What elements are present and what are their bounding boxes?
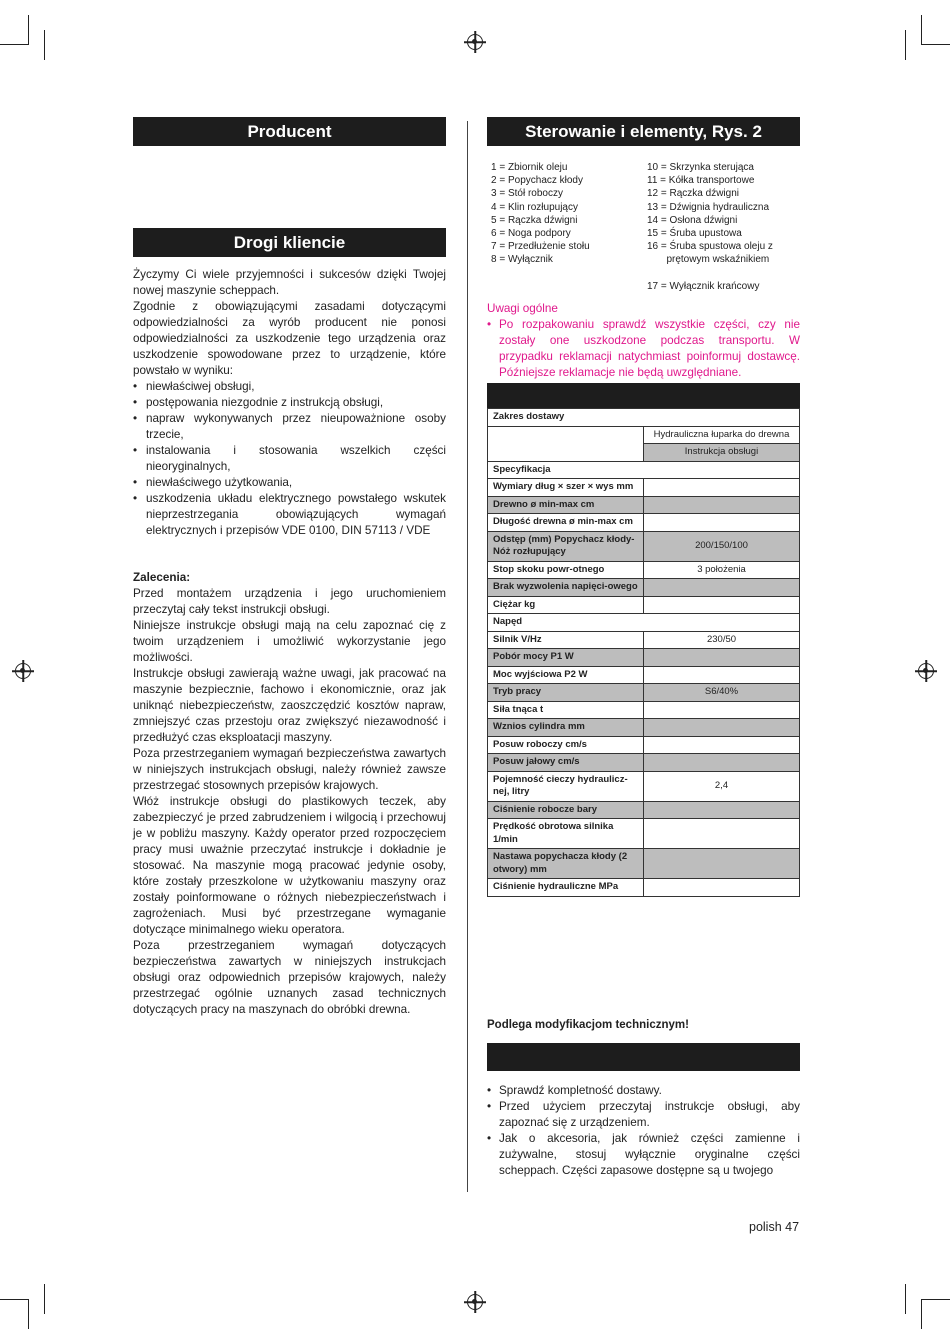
part-item: 7 = Przedłużenie stołu <box>491 241 590 253</box>
spec-key: Moc wyjściowa P2 W <box>488 666 644 684</box>
parts-list-right <box>647 161 802 293</box>
spec-table <box>487 408 800 897</box>
page-number: polish 47 <box>749 1220 800 1234</box>
spec-value <box>644 479 800 497</box>
zalecenia-paragraph: Niniejsze instrukcje obsługi mają na celu zapoznać cię z twoim urządzeniem i umożliwić wykorzystanie jego możliwości. <box>133 619 446 664</box>
spec-label: Specyfikacja <box>488 461 800 479</box>
spec-value <box>644 496 800 514</box>
part-item: 3 = Stół roboczy <box>491 188 563 200</box>
notes-title: Uwagi ogólne <box>487 302 558 315</box>
spec-value <box>644 879 800 897</box>
part-item: 10 = Skrzynka sterująca <box>647 162 754 173</box>
notes-item: • Po rozpakowaniu sprawdź wszystkie części, czy nie zostały one uszkodzone podczas transportu. W przypadku reklamacji natychmiast poinformuj dostawcę. Późniejsze reklamacje nie będą uwzględniane. <box>487 317 800 381</box>
delivery-checklist <box>487 1083 800 1179</box>
list-item: • napraw wykonywanych przez nieupoważnione osoby trzecie, <box>133 411 446 443</box>
crop-mark <box>44 30 45 60</box>
spec-key: Długość drewna ø min-max cm <box>488 514 644 532</box>
producent-heading: Producent <box>133 117 446 146</box>
part-item: 13 = Dźwignia hydrauliczna <box>647 201 770 213</box>
parts-list-left <box>491 161 641 267</box>
spec-key: Ciśnienie hydrauliczne MPa <box>488 879 644 897</box>
spec-value <box>644 666 800 684</box>
spec-value: 3 położenia <box>644 561 800 579</box>
crop-mark <box>921 15 922 45</box>
liability-paragraph: Zgodnie z obowiązującymi zasadami dotyczącymi odpowiedzialności za wyrób producent nie ponosi odpowiedzialności za uszkodzenie tego urządzenia oraz uszkodzenie spowodowane przez to urządzenie, które powstało w wyniku: <box>133 300 446 377</box>
spec-value <box>644 701 800 719</box>
spec-key: Siła tnąca t <box>488 701 644 719</box>
crop-mark <box>44 1284 45 1314</box>
scope-item: Hydrauliczna łuparka do drewna <box>644 426 800 444</box>
zalecenia-paragraph: Włóż instrukcje obsługi do plastikowych teczek, aby zabezpieczyć je przed zabrudzeniem i wilgocią i przechowuj je w pobliżu maszyny. Każdy operator przed rozpoczęciem pracy musi uważnie przeczytać instrukcje i dokładnie je stosować. Na maszynie mogą pracować jedynie osoby, które zostały przeszkolone w użytkowaniu maszyny oraz zostały poinformowane o różnych niebezpieczeństwach i zagrożeniach. Musi być przestrzegane wymaganie dotyczące minimalnego wieku operatora. <box>133 795 446 936</box>
part-item: 6 = Noga podpory <box>491 228 571 240</box>
registration-mark-icon <box>467 34 483 50</box>
registration-mark-icon <box>918 663 934 679</box>
intro-paragraph: Życzymy Ci wiele przyjemności i sukcesów dzięki Twojej nowej maszynie scheppach. <box>133 268 446 297</box>
spec-key: Prędkość obrotowa silnika 1/min <box>488 819 644 849</box>
spec-value <box>644 849 800 879</box>
spec-key: Wymiary dług × szer × wys mm <box>488 479 644 497</box>
zalecenia-paragraph: Instrukcje obsługi zawierają ważne uwagi, jak pracować na maszynie bezpiecznie, fachowo i ekonomicznie, oraz jak uniknąć niebezpieczeństw, zaoszczędzić kosztów napraw, zmniejszyć czas przestoju oraz zwiększyć niezawodność i przedłużyć czas eksploatacji maszyny. <box>133 667 446 744</box>
spec-key: Wznios cylindra mm <box>488 719 644 737</box>
part-item: prętowym wskaźnikiem <box>647 254 770 266</box>
spec-key: Brak wyzwolenia napięci-owego <box>488 579 644 597</box>
zalecenia-paragraph: Przed montażem urządzenia i jego uruchomieniem przeczytaj cały tekst instrukcji obsługi. <box>133 587 446 616</box>
part-item: 5 = Rączka dźwigni <box>491 214 578 226</box>
spec-value <box>644 736 800 754</box>
crop-mark <box>905 30 906 60</box>
list-item: • Sprawdź kompletność dostawy. <box>487 1083 800 1099</box>
spec-value <box>644 596 800 614</box>
spec-value: 200/150/100 <box>644 531 800 561</box>
zalecenia-paragraph: Poza przestrzeganiem wymagań bezpieczeństwa zawartych w niniejszych instrukcjach obsługi, należy również zawsze przestrzegać stosownych przepisów krajowych. <box>133 747 446 792</box>
spec-key: Posuw jałowy cm/s <box>488 754 644 772</box>
spec-table-header-bar <box>487 383 800 409</box>
spec-key: Posuw roboczy cm/s <box>488 736 644 754</box>
list-item: • postępowania niezgodnie z instrukcją obsługi, <box>133 395 446 411</box>
controls-heading: Sterowanie i elementy, Rys. 2 <box>487 117 800 146</box>
registration-mark-icon <box>467 1294 483 1310</box>
part-item: 11 = Kółka transportowe <box>647 175 755 187</box>
crop-mark <box>921 1299 922 1329</box>
list-item: • niewłaściwego użytkowania, <box>133 475 446 491</box>
intro-section <box>133 267 446 1018</box>
list-item: • Przed użyciem przeczytaj instrukcje obsługi, aby zapoznać się z urządzeniem. <box>487 1099 800 1131</box>
crop-mark <box>28 1299 29 1329</box>
crop-mark <box>0 1299 28 1300</box>
general-notes <box>487 301 800 381</box>
spec-value: 230/50 <box>644 631 800 649</box>
scope-blank-cell <box>488 426 644 461</box>
spec-value <box>644 819 800 849</box>
spec-value <box>644 754 800 772</box>
part-item <box>647 267 802 280</box>
spec-key: Ciśnienie robocze bary <box>488 801 644 819</box>
part-item: 17 = Wyłącznik krańcowy <box>647 280 760 292</box>
spec-key: Pojemność cieczy hydraulicz-nej, litry <box>488 771 644 801</box>
scope-label: Zakres dostawy <box>488 409 800 427</box>
spec-key: Pobór mocy P1 W <box>488 649 644 667</box>
spec-key: Stop skoku powr-otnego <box>488 561 644 579</box>
crop-mark <box>922 1299 950 1300</box>
spec-key: Ciężar kg <box>488 596 644 614</box>
part-item: 8 = Wyłącznik <box>491 254 553 266</box>
part-item: 16 = Śruba spustowa oleju z <box>647 241 773 253</box>
column-divider <box>467 121 468 1192</box>
spec-value <box>644 719 800 737</box>
liability-list <box>133 379 446 539</box>
spec-key: Nastawa popychacza kłody (2 otwory) mm <box>488 849 644 879</box>
spec-value <box>644 801 800 819</box>
modification-note: Podlega modyfikacjom technicznym! <box>487 1019 689 1031</box>
scope-item: Instrukcja obsługi <box>644 444 800 462</box>
spec-key: Odstęp (mm) Popychacz kłody-Nóż rozłupujący <box>488 531 644 561</box>
list-item: • instalowania i stosowania wszelkich części nieoryginalnych, <box>133 443 446 475</box>
spec-key: Tryb pracy <box>488 684 644 702</box>
spec-value <box>644 579 800 597</box>
registration-mark-icon <box>15 663 31 679</box>
drogi-kliencie-heading: Drogi kliencie <box>133 228 446 257</box>
spec-value: S6/40% <box>644 684 800 702</box>
drive-label: Napęd <box>488 614 800 632</box>
crop-mark <box>905 1284 906 1314</box>
spec-value: 2,4 <box>644 771 800 801</box>
spec-key: Drewno ø min-max cm <box>488 496 644 514</box>
list-item: • uszkodzenia układu elektrycznego powstałego wskutek nieprzestrzegania obowiązujących wymagań elektrycznych i przepisów VDE 0100, DIN 57113 / VDE <box>133 491 446 539</box>
part-item: 15 = Śruba upustowa <box>647 228 742 240</box>
crop-mark <box>28 15 29 45</box>
spec-key: Silnik V/Hz <box>488 631 644 649</box>
part-item: 14 = Osłona dźwigni <box>647 214 738 226</box>
spec-value <box>644 649 800 667</box>
part-item: 12 = Rączka dźwigni <box>647 188 739 200</box>
list-item: • Jak o akcesoria, jak również części zamienne i zużywalne, stosuj wyłącznie oryginalne części scheppach. Części zapasowe dostępne są u twojego <box>487 1131 800 1179</box>
zalecenia-heading: Zalecenia: <box>133 571 191 584</box>
zalecenia-paragraph: Poza przestrzeganiem wymagań dotyczących bezpieczeństwa zawartych w niniejszych instrukcjach obsługi oraz odpowiednich przepisów krajowych, należy przestrzegać ogólnie uznanych zasad technicznych dotyczących pracy na maszynach do obróbki drewna. <box>133 939 446 1016</box>
list-item: • niewłaściwej obsługi, <box>133 379 446 395</box>
part-item: 2 = Popychacz kłody <box>491 175 583 187</box>
crop-mark <box>922 44 950 45</box>
crop-mark <box>0 44 28 45</box>
part-item: 1 = Zbiornik oleju <box>491 162 568 173</box>
part-item: 4 = Klin rozłupujący <box>491 201 578 213</box>
section-header-bar <box>487 1043 800 1071</box>
spec-value <box>644 514 800 532</box>
